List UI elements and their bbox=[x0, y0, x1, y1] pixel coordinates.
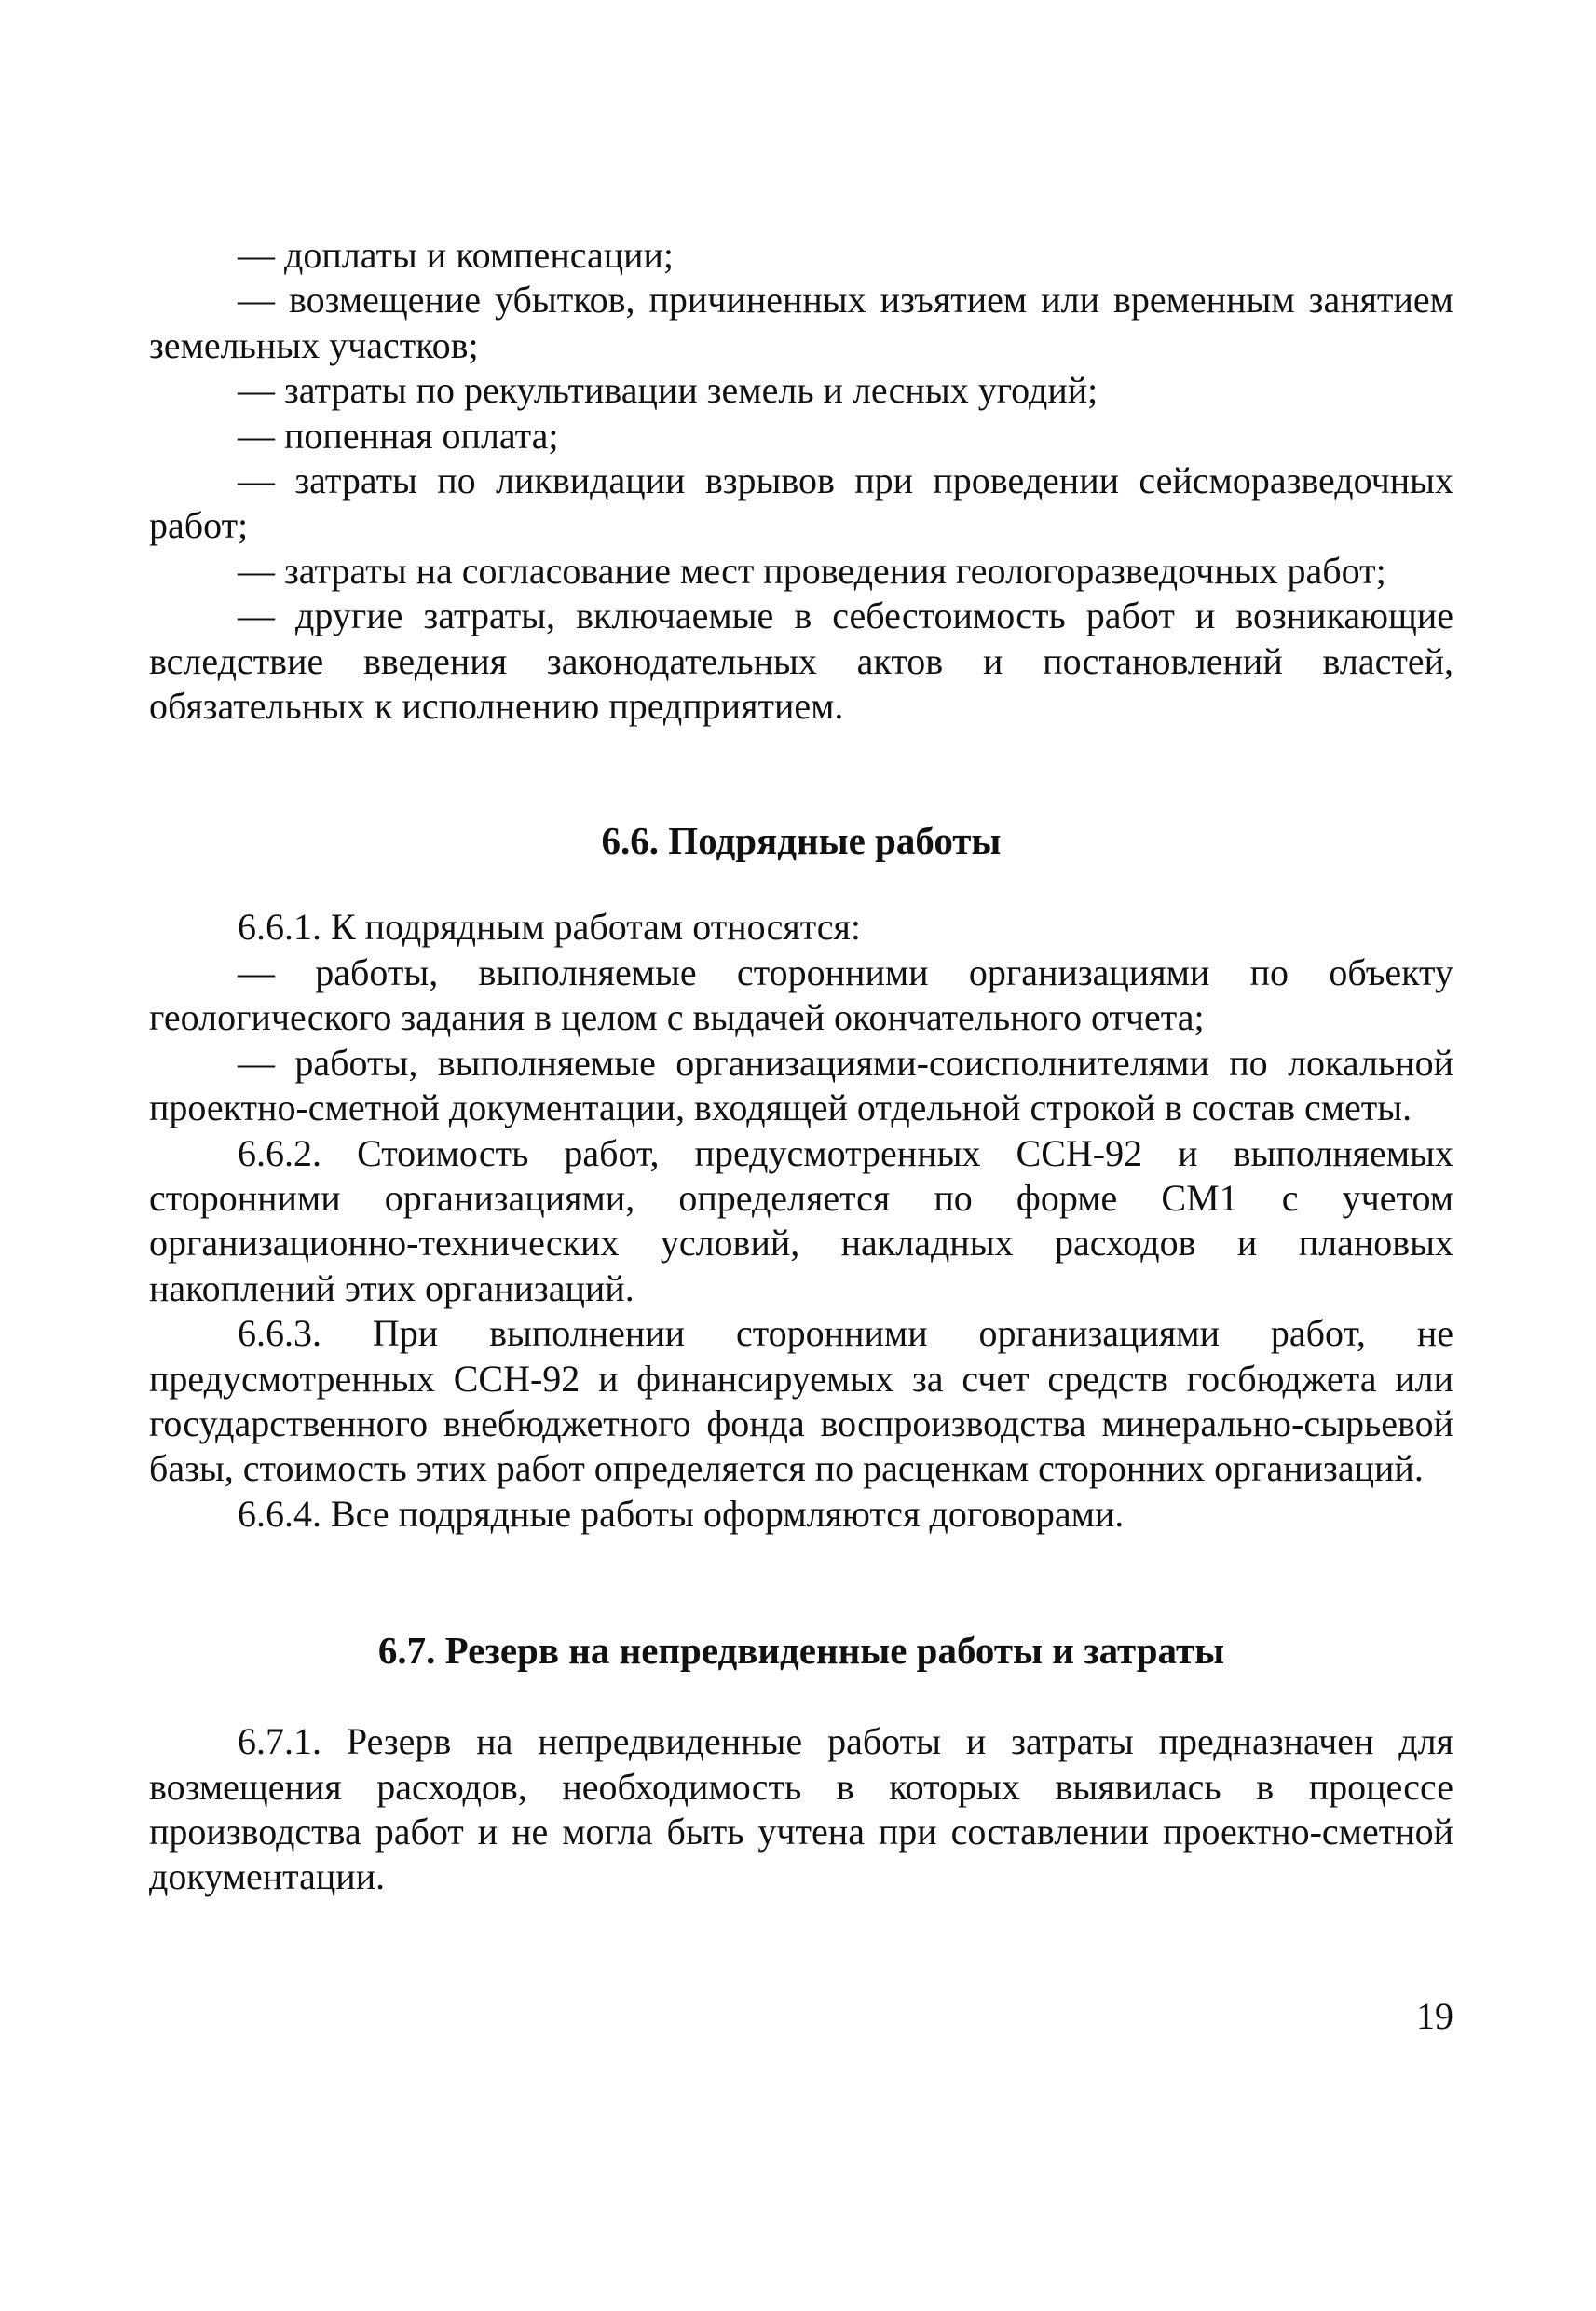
paragraph: 6.6.2. Стоимость работ, предусмотренных ССН-92 и выполняемых сторонними организациями, определяется по форме СМ1 с учетом организационно-технических условий, накладных расходов и плановых накоплений этих организаций. bbox=[149, 1131, 1453, 1309]
list-item: — затраты по ликвидации взрывов при проведении сейсморазведочных работ; bbox=[149, 459, 1453, 547]
list-item: — затраты на согласование мест проведения геологоразведочных работ; bbox=[238, 549, 1386, 592]
page-content bbox=[149, 233, 1453, 1900]
list-item: — работы, выполняемые организациями-соисполнителями по локальной проектно-сметной документации, входящей отдельной строкой в состав сметы. bbox=[149, 1041, 1453, 1129]
list-item: — работы, выполняемые сторонними организациями по объекту геологического задания в целом с выдачей окончательного отчета; bbox=[149, 950, 1453, 1039]
list-item: — затраты по рекультивации земель и лесных угодий; bbox=[238, 369, 1098, 412]
paragraph: 6.6.4. Все подрядные работы оформляются договорами. bbox=[238, 1492, 1125, 1535]
list-item: — доплаты и компенсации; bbox=[238, 234, 675, 276]
paragraph: 6.7.1. Резерв на непредвиденные работы и затраты предназначен для возмещения расходов, необходимость в которых выявилась в процессе производства работ и не могла быть учтена при составлении проектно-сметной документации. bbox=[149, 1720, 1453, 1898]
section-heading-6-6: 6.6. Подрядные работы bbox=[601, 819, 1002, 863]
paragraph: 6.6.1. К подрядным работам относятся: bbox=[238, 906, 861, 949]
page-number: 19 bbox=[1416, 1995, 1453, 2037]
paragraph: 6.6.3. При выполнении сторонними организациями работ, не предусмотренных ССН-92 и финансируемых за счет средств госбюджета или государственного внебюджетного фонда воспроизводства минерально-сырьевой базы, стоимость этих работ определяется по расценкам сторонних организаций. bbox=[149, 1312, 1453, 1490]
list-item: — другие затраты, включаемые в себестоимость работ и возникающие вследствие введения законодательных актов и постановлений властей, обязательных к исполнению предприятием. bbox=[149, 595, 1453, 728]
list-item: — попенная оплата; bbox=[238, 414, 559, 457]
section-heading-6-7: 6.7. Резерв на непредвиденные работы и затраты bbox=[377, 1629, 1225, 1673]
list-item: — возмещение убытков, причиненных изъятием или временным занятием земельных участков; bbox=[149, 279, 1453, 366]
